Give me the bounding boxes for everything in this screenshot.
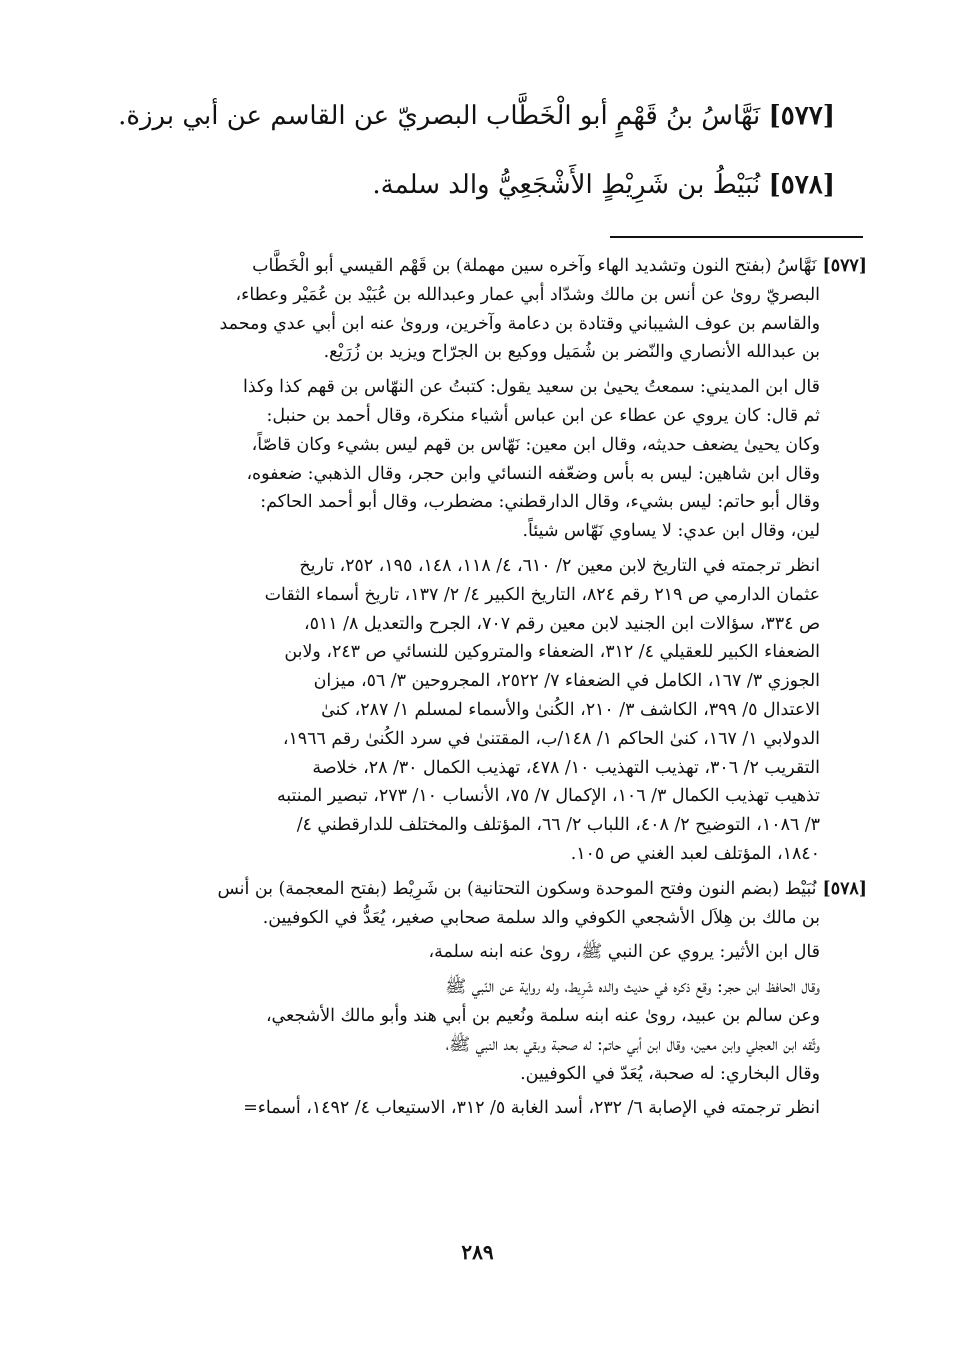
footnote-line: بن عبدالله الأنصاري والنّضر بن شُمَيل ووكيع بن الجرّاح ويزيد بن زُرَيْع. [323,342,820,363]
footnote-578 [77,875,867,1123]
footnote-line: ١٨٤٠، المؤتلف لعبد الغني ص ١٠٥. [570,843,820,864]
footnote-number: [٥٧٧] [822,256,867,276]
footnote-line: الجوزي ٣/ ١٦٧، الكامل في الضعفاء ٧/ ٢٥٢٢، المجروحين ٣/ ٥٦، ميزان [313,671,820,692]
footnote-line: انظر ترجمته في التاريخ لابن معين ٢/ ٦١٠، ٤/ ١١٨، ١٤٨، ١٩٥، ٢٥٢، تاريخ [299,555,820,576]
entry-text: نَهَّاسُ بنُ قَهْمٍ أبو الْخَطَّاب البصريّ عن القاسم عن أبي برزة. [118,101,761,131]
entry-number: [٥٧٧] [768,101,835,131]
footnote-line: وقال البخاري: له صحبة، يُعَدّ في الكوفيين. [520,1063,820,1084]
footnote-line: نُبَيْط (بضم النون وفتح الموحدة وسكون التحتانية) بن شَرِيْط (بفتح المعجمة) بن أنس [217,878,817,899]
footnote-separator [610,236,863,238]
footnote-line: الاعتدال ٥/ ٣٩٩، الكاشف ٣/ ٢١٠، الكُنىٰ والأسماء لمسلم ١/ ٢٨٧، كنىٰ [321,699,820,720]
footnote-577 [77,252,867,869]
footnote-line: عثمان الدارمي ص ٢١٩ رقم ٨٢٤، التاريخ الكبير ٤/ ٢/ ١٣٧، تاريخ أسماء الثقات [264,584,820,605]
footnote-line: الضعفاء الكبير للعقيلي ٤/ ٣١٢، الضعفاء والمتروكين للنسائي ص ٢٤٣، ولابن [284,642,820,663]
footnote-line: والقاسم بن عوف الشيباني وقتادة بن دعامة وآخرين، ورویٰ عنه ابن أبي عدي ومحمد [219,313,820,334]
footnote-line: وثّقه ابن العجلي وابن معين، وقال ابن أبي حاتم: له صحبة وبقي بعد النبي ﷺ، [445,1034,820,1055]
footnote-line: انظر ترجمته في الإصابة ٦/ ٢٣٢، أسد الغابة ٥/ ٣١٢، الاستيعاب ٤/ ١٤٩٢، أسماء= [243,1098,820,1119]
entry-number: [٥٧٨] [768,170,835,200]
footnote-line: البصريّ روىٰ عن أنس بن مالك وشدّاد أبي عمار وعبدالله بن عُبَيْد بن عُمَيْر وعطاء، [235,284,820,305]
footnote-line: وقال الحافظ ابن حجر: وقع ذكره في حديث والده شَرِيط، وله رواية عن النّبي ﷺ [445,977,820,998]
page-number: ٢٨٩ [461,1240,494,1264]
footnote-line: قال ابن المديني: سمعتُ يحيىٰ بن سعيد يقول: كتبتُ عن النهّاس بن قهم كذا وكذا [243,377,820,398]
footnote-line: التقريب ٢/ ٣٠٦، تهذيب التهذيب ١٠/ ٤٧٨، تهذيب الكمال ٣٠/ ٢٨، خلاصة [312,757,820,778]
footnote-line: لين، وقال ابن عدي: لا يساوي نَهّاس شيئاً. [522,521,820,542]
footnote-line: ثم قال: كان يروي عن عطاء عن ابن عباس أشياء منكرة، وقال أحمد بن حنبل: [266,405,820,426]
footnote-line: وقال أبو حاتم: ليس بشيء، وقال الدارقطني: مضطرب، وقال أبو أحمد الحاكم: [260,492,820,513]
main-entry-577 [115,96,835,136]
footnote-line: ٣/ ١٠٨٦، التوضيح ٢/ ٤٠٨، اللباب ٢/ ٦٦، المؤتلف والمختلف للدارقطني ٤/ [296,815,820,836]
footnote-line: وعن سالم بن عبيد، روىٰ عنه ابنه سلمة ونُعيم بن أبي هند وأبو مالك الأشجعي، [265,1005,820,1026]
footnote-line: نَهَّاسُ (بفتح النون وتشديد الهاء وآخره سين مهملة) بن قَهْم القيسي أبو الْخَطَّاب [252,256,817,276]
footnote-line: قال ابن الأثير: يروي عن النبي ﷺ، روىٰ عنه ابنه سلمة، [428,942,820,963]
footnote-line: ص ٣٣٤، سؤالات ابن الجنيد لابن معين رقم ٧٠٧، الجرح والتعديل ٨/ ٥١١، [303,613,820,634]
footnote-line: بن مالك بن هِلاَل الأشجعي الكوفي والد سلمة صحابي صغير، يُعَدُّ في الكوفيين. [262,907,820,928]
footnote-line: الدولابي ١/ ١٦٧، كنىٰ الحاكم ١/ ١٤٨/ب، المقتنىٰ في سرد الكُنىٰ رقم ١٩٦٦، [282,728,820,749]
footnote-line: وكان يحيىٰ يضعف حديثه، وقال ابن معين: نَهّاس بن قهم ليس بشيء وكان قاصّاً، [251,434,820,455]
entry-text: نُبَيْطُ بن شَرِيْطٍ الأَشْجَعِيُّ والد سلمة. [372,170,761,200]
footnote-line: تذهيب تهذيب الكمال ٣/ ١٠٦، الإكمال ٧/ ٧٥، الأنساب ١٠/ ٢٧٣، تبصير المنتبه [276,786,820,807]
footnotes [77,252,867,1123]
footnote-line: وقال ابن شاهين: ليس به بأس وضعّفه النسائي وابن حجر، وقال الذهبي: ضعفوه، [246,463,820,484]
main-entry-578 [115,165,835,205]
footnote-number: [٥٧٨] [822,878,867,899]
